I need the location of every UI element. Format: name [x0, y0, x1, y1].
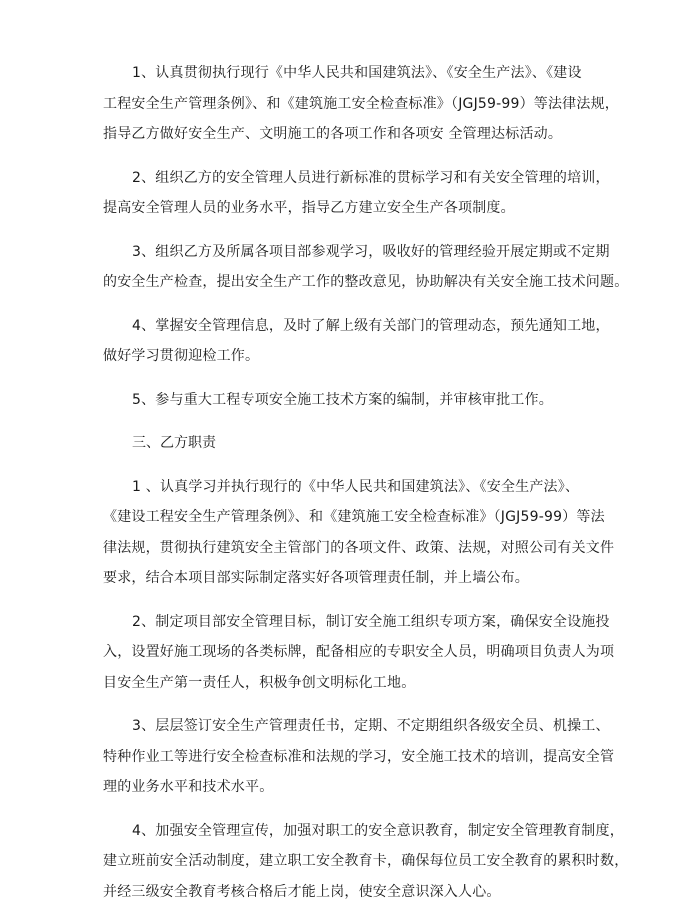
paragraph-line: 目安全生产第一责任人，积极争创文明标化工地。	[103, 674, 416, 691]
paragraph-line: 3、组织乙方及所属各项目部参观学习，吸收好的管理经验开展定期或不定期	[132, 243, 610, 260]
paragraph-line: 4、掌握安全管理信息，及时了解上级有关部门的管理动态，预先通知工地，	[132, 317, 610, 334]
paragraph-line: 并经三级安全教育考核合格后才能上岗，使安全意识深入人心。	[103, 883, 501, 900]
paragraph-b-4	[103, 816, 629, 908]
paragraph-line: 律法规，贯彻执行建筑安全主管部门的各项文件、政策、法规，对照公司有关文件	[103, 539, 615, 556]
paragraph-line: 2、制定项目部安全管理目标，制订安全施工组织专项方案，确保安全设施投	[132, 613, 610, 630]
paragraph-line: 要求，结合本项目部实际制定落实好各项管理责任制，并上墙公布。	[103, 570, 529, 586]
paragraph-line: 1、认真贯彻执行现行《中华人民共和国建筑法》、《安全生产法》、《建设	[132, 65, 582, 81]
paragraph-a-1	[103, 58, 619, 150]
paragraph-a-2	[103, 163, 610, 224]
paragraph-line: 3、层层签订安全生产管理责任书，定期、不定期组织各级安全员、机操工、	[132, 718, 610, 734]
paragraph-line: 4、加强安全管理宣传，加强对职工的安全意识教育，制定安全管理教育制度，	[132, 822, 624, 839]
paragraph-b-1	[103, 472, 615, 594]
paragraph-line: 提高安全管理人员的业务水平，指导乙方建立安全生产各项制度。	[103, 200, 515, 216]
paragraph-line: 特种作业工等进行安全检查标准和法规的学习，安全施工技术的培训，提高安全管	[103, 748, 615, 765]
paragraph-line: 1 、认真学习并执行现行的《中华人民共和国建筑法》、《安全生产法》、	[132, 478, 580, 495]
paragraph-line: 建立班前安全活动制度，建立职工安全教育卡，确保每位员工安全教育的累积时数，	[103, 853, 629, 869]
paragraph-line: 指导乙方做好安全生产、文明施工的各项工作和各项安 全管理达标活动。	[103, 126, 563, 142]
paragraph-line: 的安全生产检查，提出安全生产工作的整改意见，协助解决有关安全施工技术问题。	[103, 274, 629, 290]
section-heading: 三、乙方职责	[132, 435, 216, 451]
document-body	[103, 58, 629, 920]
paragraph-a-3	[103, 237, 629, 298]
paragraph-line: 5、参与重大工程专项安全施工技术方案的编制，并审核审批工作。	[132, 391, 553, 408]
paragraph-line: 2、组织乙方的安全管理人员进行新标准的贯标学习和有关安全管理的培训，	[132, 169, 610, 186]
paragraph-line: 入，设置好施工现场的各类标牌，配备相应的专职安全人员，明确项目负责人为项	[103, 644, 615, 660]
paragraph-a-4	[103, 311, 610, 372]
paragraph-line: 做好学习贯彻迎检工作。	[103, 348, 260, 364]
paragraph-line: 工程安全生产管理条例》、和《建筑施工安全检查标准》（JGJ59-99）等法律法规，	[103, 95, 619, 112]
paragraph-line: 《建设工程安全生产管理条例》、和《建筑施工安全检查标准》（JGJ59-99）等法	[103, 509, 605, 525]
paragraph-b-2	[103, 607, 615, 699]
paragraph-line: 理的业务水平和技术水平。	[103, 779, 274, 795]
paragraph-a-5	[103, 385, 603, 416]
paragraph-b-3	[103, 711, 615, 803]
